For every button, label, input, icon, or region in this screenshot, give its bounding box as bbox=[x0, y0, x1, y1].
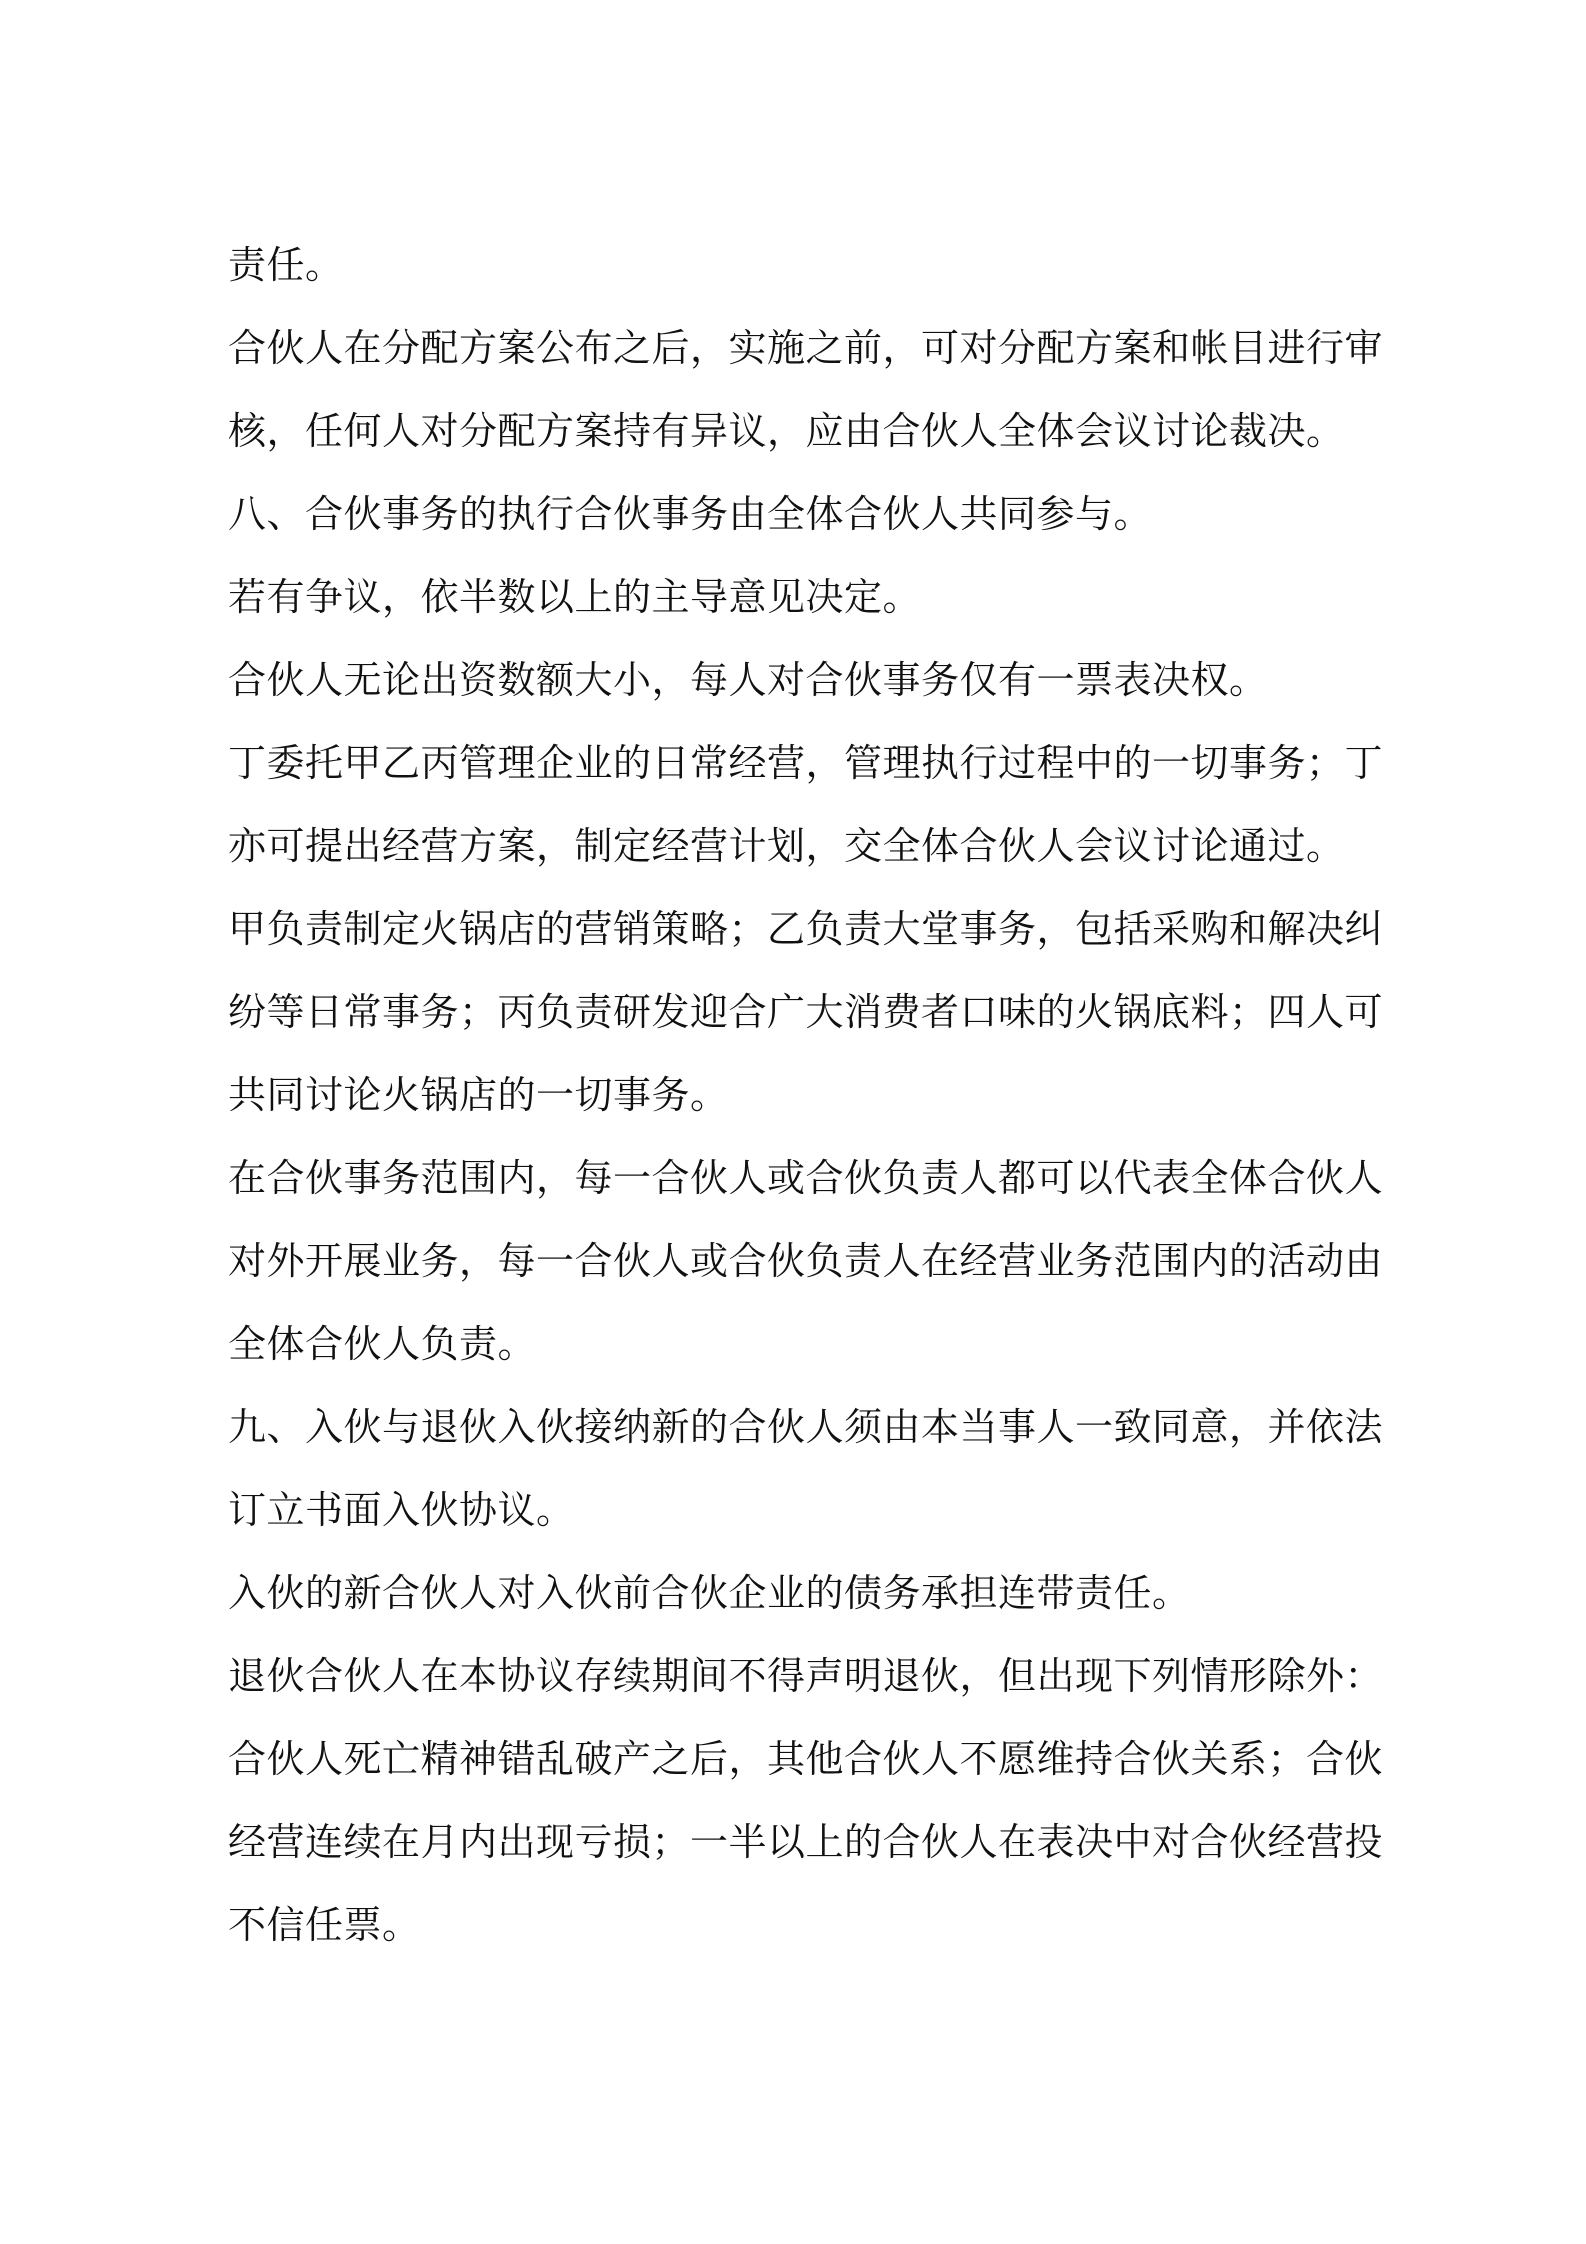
text-line: 在合伙事务范围内，每一合伙人或合伙负责人都可以代表全体合伙人 bbox=[228, 1156, 1384, 1200]
text-line: 全体合伙人负责。 bbox=[228, 1322, 537, 1366]
text-line: 核，任何人对分配方案持有异议，应由合伙人全体会议讨论裁决。 bbox=[228, 409, 1345, 453]
text-line: 合伙人在分配方案公布之后，实施之前，可对分配方案和帐目进行审 bbox=[228, 326, 1384, 370]
text-line: 共同讨论火锅店的一切事务。 bbox=[228, 1073, 729, 1117]
text-line: 甲负责制定火锅店的营销策略；乙负责大堂事务，包括采购和解决纠 bbox=[228, 907, 1384, 951]
section-heading-line: 八、合伙事务的执行合伙事务由全体合伙人共同参与。 bbox=[228, 492, 1153, 536]
text-line: 入伙的新合伙人对入伙前合伙企业的债务承担连带责任。 bbox=[228, 1571, 1191, 1615]
text-line: 纷等日常事务；丙负责研发迎合广大消费者口味的火锅底料；四人可 bbox=[228, 990, 1384, 1034]
text-line: 丁委托甲乙丙管理企业的日常经营，管理执行过程中的一切事务；丁 bbox=[228, 741, 1384, 785]
text-line: 订立书面入伙协议。 bbox=[228, 1488, 575, 1532]
text-line: 对外开展业务，每一合伙人或合伙负责人在经营业务范围内的活动由 bbox=[228, 1239, 1384, 1283]
text-line: 亦可提出经营方案，制定经营计划，交全体合伙人会议讨论通过。 bbox=[228, 824, 1345, 868]
text-line: 责任。 bbox=[228, 243, 344, 287]
text-line: 经营连续在月内出现亏损；一半以上的合伙人在表决中对合伙经营投 bbox=[228, 1820, 1384, 1864]
text-line: 合伙人死亡精神错乱破产之后，其他合伙人不愿维持合伙关系；合伙 bbox=[228, 1737, 1384, 1781]
text-line: 合伙人无论出资数额大小，每人对合伙事务仅有一票表决权。 bbox=[228, 658, 1268, 702]
text-line: 不信任票。 bbox=[228, 1903, 421, 1947]
document-body bbox=[228, 233, 1384, 1976]
section-heading-line: 九、入伙与退伙入伙接纳新的合伙人须由本当事人一致同意，并依法 bbox=[228, 1405, 1384, 1449]
text-line: 退伙合伙人在本协议存续期间不得声明退伙，但出现下列情形除外： bbox=[228, 1654, 1384, 1698]
text-line: 若有争议，依半数以上的主导意见决定。 bbox=[228, 575, 922, 619]
